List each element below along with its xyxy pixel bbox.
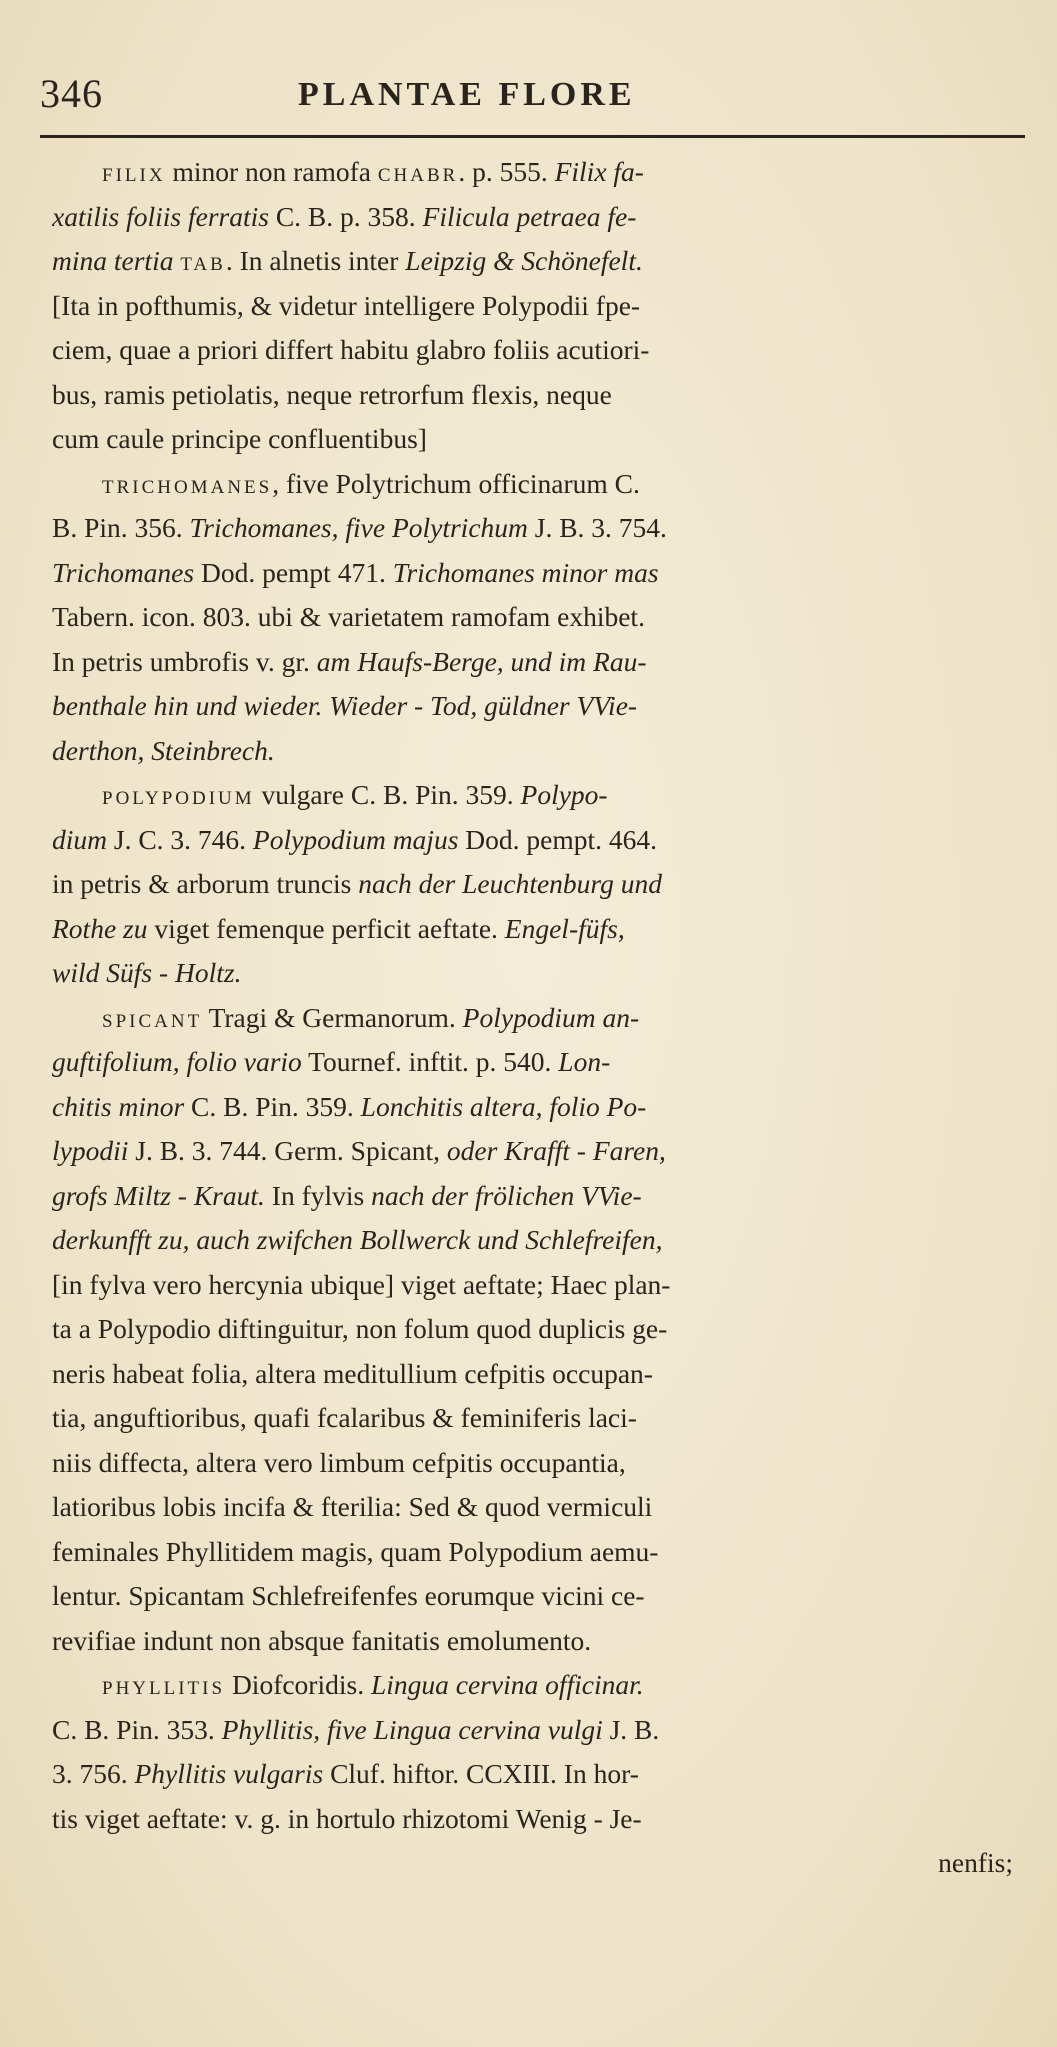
roman-text: 3. 756. [52,1758,135,1789]
italic-text: derthon, Steinbrech. [52,734,275,766]
roman-text: minor non ramofa [165,156,378,187]
text-line [52,684,1027,729]
text-line [52,640,1027,685]
italic-text: Leipzig & Schönefelt. [405,245,643,276]
text-line [52,1352,1027,1397]
italic-text: chitis minor [52,1090,185,1122]
entry-headword: chabr [377,156,459,187]
text-line [52,417,1027,462]
entry-headword: tab [180,245,226,276]
text-line [52,1752,1027,1797]
text-line [52,773,1027,818]
roman-text: J. C. 3. 746. [107,823,253,855]
italic-text: Rothe zu [52,912,148,944]
roman-text: feminales Phyllitidem magis, quam Polypodium aemu- [52,1535,659,1567]
italic-text: oder Krafft - Faren, [446,1135,666,1166]
roman-text: Dod. pempt. 464. [458,823,658,855]
italic-text: Lonchitis altera, folio Po- [360,1090,647,1122]
text-line [52,862,1027,907]
roman-text: vulgare C. B. Pin. 359. [254,779,521,810]
text-line [52,1396,1027,1441]
italic-text: Lingua cervina officinar. [370,1669,644,1700]
text-line [52,373,1027,418]
text-line [52,239,1027,284]
roman-text: Cluf. hiftor. CCXIII. In hor- [323,1758,639,1789]
text-line [52,506,1027,551]
text-line [52,729,1027,774]
roman-text: C. B. Pin. 359. [184,1090,361,1122]
text-line [52,1574,1027,1619]
page-number: 346 [40,71,103,116]
entry-headword: filix [102,156,166,187]
italic-text: derkunfft zu, auch zwifchen Bollwerck und Schlefreifen, [52,1224,663,1255]
text-line [52,462,1027,507]
text-line [52,328,1027,373]
italic-text: nach der Leuchtenburg und [358,868,662,899]
roman-text: . p. 555. [458,156,555,187]
roman-text: revifiae indunt non absque fanitatis emolumento. [52,1624,592,1656]
roman-text: ciem, quae a priori differt habitu glabro foliis acutiori- [52,334,650,365]
roman-text: [Ita in pofthumis, & videtur intelligere Polypodii fpe- [52,289,641,321]
roman-text: Diofcoridis. [225,1669,371,1700]
text-line [52,1530,1027,1575]
italic-text: am Haufs-Berge, und im Rau- [316,645,647,677]
text-line [52,1619,1027,1664]
text-line [52,1174,1027,1219]
text-line [52,1040,1027,1085]
body-text [52,150,1027,1886]
roman-text: Tabern. icon. 803. ubi & varietatem ramofam exhibet. [52,601,645,632]
text-line [52,1085,1027,1130]
roman-text: In petris umbrofis v. gr. [52,645,317,677]
italic-text: Phyllitis, five Lingua cervina vulgi [221,1713,603,1745]
text-line [52,1841,1027,1886]
roman-text: cum caule principe confluentibus] [52,423,427,454]
text-line [52,951,1027,996]
roman-text: Dod. pempt 471. [194,556,393,588]
text-line [52,1263,1027,1308]
roman-text: Tragi & Germanorum. [202,1001,463,1033]
roman-text: , five Polytrichum officinarum C. [272,467,640,499]
entry-headword: polypodium [102,779,255,810]
text-line [52,1307,1027,1352]
text-line [52,1485,1027,1530]
italic-text: Phyllitis vulgaris [134,1758,324,1789]
italic-text: Trichomanes, five Polytrichum [189,512,528,543]
entry-headword: trichomanes [102,467,273,499]
text-line [52,996,1027,1041]
italic-text: dium [52,823,107,855]
roman-text: J. B. 3. 744. Germ. Spicant, [128,1135,447,1166]
text-line [52,195,1027,240]
text-line [52,551,1027,596]
text-line [52,1129,1027,1174]
italic-text: wild Süfs - Holtz. [52,957,242,988]
italic-text: Polypo- [520,779,608,810]
text-line [52,1797,1027,1842]
text-line [52,284,1027,329]
roman-text: tis viget aeftate: v. g. in hortulo rhizotomi Wenig - Je- [52,1802,642,1834]
entry-headword: spicant [102,1001,203,1033]
roman-text: C. B. p. 358. [268,200,423,232]
text-line [52,1708,1027,1753]
header-rule [40,135,1025,138]
italic-text: Trichomanes minor mas [392,556,659,588]
italic-text: Filicula petraea fe- [422,200,637,232]
italic-text: nach der frölichen VVie- [371,1179,642,1211]
roman-text: latioribus lobis incifa & fterilia: Sed & quod vermiculi [52,1491,653,1522]
italic-text: lypodii [52,1135,129,1166]
roman-text: viget femenque perficit aeftate. [147,912,505,944]
roman-text: C. B. Pin. 353. [52,1713,222,1745]
text-line [52,1218,1027,1263]
roman-text: B. Pin. 356. [52,512,190,543]
italic-text: Engel-füfs, [504,912,625,944]
roman-text: In fylvis [264,1179,372,1211]
roman-text: J. B. [602,1713,660,1745]
italic-text: Lon- [558,1046,611,1077]
italic-text: mina tertia [52,245,174,276]
roman-text: tia, anguftioribus, quafi fcalaribus & feminiferis laci- [52,1402,637,1433]
roman-text: neris habeat folia, altera meditullium cefpitis occupan- [52,1357,653,1389]
running-head: PLANTAE FLORE [298,76,636,113]
roman-text: nenfis; [938,1847,1013,1878]
text-line [52,1663,1027,1708]
text-line [52,595,1027,640]
italic-text: guftifolium, folio vario [52,1046,302,1077]
roman-text: [in fylva vero hercynia ubique] viget aeftate; Haec plan- [52,1268,671,1300]
roman-text: lentur. Spicantam Schlefreifenfes eorumque vicini ce- [52,1580,645,1611]
entry-headword: phyllitis [102,1669,226,1700]
text-line [52,818,1027,863]
italic-text: xatilis foliis ferratis [52,200,269,232]
roman-text: J. B. 3. 754. [527,512,667,543]
text-line [52,907,1027,952]
italic-text: grofs Miltz - Kraut. [52,1179,265,1211]
italic-text: Filix fa- [554,156,644,187]
italic-text: Polypodium majus [252,823,459,855]
text-line [52,1441,1027,1486]
italic-text: benthale hin und wieder. Wieder - Tod, güldner VVie- [52,690,638,721]
roman-text: in petris & arborum truncis [52,868,359,899]
roman-text: . In alnetis inter [225,245,406,276]
italic-text: Polypodium an- [462,1001,640,1033]
page-header [40,62,1025,122]
roman-text: Tournef. inftit. p. 540. [301,1046,559,1077]
roman-text: bus, ramis petiolatis, neque retrorfum flexis, neque [52,378,612,410]
roman-text: ta a Polypodio diftinguitur, non folum quod duplicis ge- [52,1313,668,1344]
text-line [52,150,1027,195]
roman-text: niis diffecta, altera vero limbum cefpitis occupantia, [52,1446,626,1478]
italic-text: Trichomanes [52,556,195,588]
